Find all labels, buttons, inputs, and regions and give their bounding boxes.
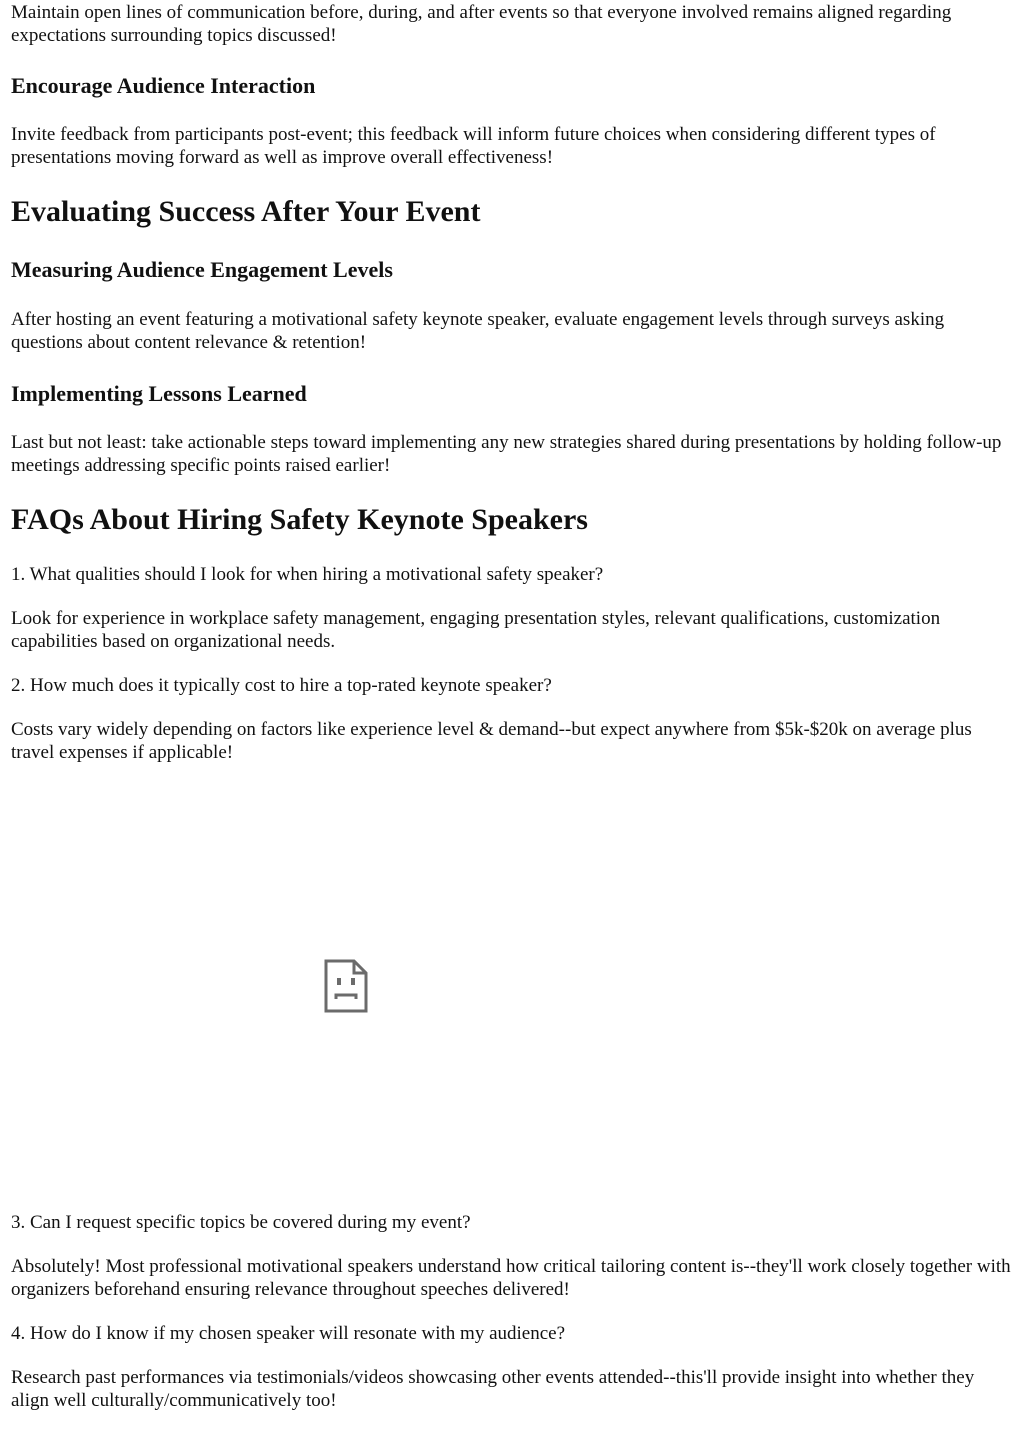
section-paragraph-audience-interaction: Invite feedback from participants post-event; this feedback will inform future choices when considering different types of presentations moving forward as well as improve overall effectiveness!	[11, 124, 936, 168]
paragraph-measuring-engagement: After hosting an event featuring a motivational safety keynote speaker, evaluate engagement levels through surveys asking questions about content relevance & retention!	[11, 309, 945, 353]
section-heading-audience-interaction: Encourage Audience Interaction	[11, 73, 316, 98]
subheading-measuring-engagement: Measuring Audience Engagement Levels	[11, 257, 393, 282]
broken-page-icon	[324, 959, 368, 1013]
paragraph-lessons-learned: Last but not least: take actionable steps toward implementing any new strategies shared during presentations by holding follow-up meetings addressing specific points raised earlier!	[11, 432, 1002, 476]
faq-answer-1: Look for experience in workplace safety management, engaging presentation styles, relevant qualifications, customization capabilities based on organizational needs.	[11, 608, 941, 652]
faq-question-2: 2. How much does it typically cost to hire a top-rated keynote speaker?	[11, 675, 552, 696]
faq-question-1: 1. What qualities should I look for when hiring a motivational safety speaker?	[11, 564, 604, 585]
faq-question-4: 4. How do I know if my chosen speaker will resonate with my audience?	[11, 1323, 566, 1344]
heading-faqs: FAQs About Hiring Safety Keynote Speakers	[11, 503, 588, 536]
faq-question-3: 3. Can I request specific topics be covered during my event?	[11, 1212, 471, 1233]
intro-paragraph: Maintain open lines of communication before, during, and after events so that everyone involved remains aligned regarding expectations surrounding topics discussed!	[11, 2, 952, 46]
faq-answer-3: Absolutely! Most professional motivational speakers understand how critical tailoring content is--they'll work closely together with organizers beforehand ensuring relevance throughout speeches delivered!	[11, 1256, 1011, 1300]
faq-answer-4: Research past performances via testimonials/videos showcasing other events attended--this'll provide insight into whether they align well culturally/communicatively too!	[11, 1367, 975, 1411]
embedded-media-placeholder[interactable]	[11, 800, 701, 1180]
faq-answer-2: Costs vary widely depending on factors like experience level & demand--but expect anywhere from $5k-$20k on average plus travel expenses if applicable!	[11, 719, 972, 763]
heading-evaluating-success: Evaluating Success After Your Event	[11, 195, 481, 228]
subheading-lessons-learned: Implementing Lessons Learned	[11, 381, 307, 406]
